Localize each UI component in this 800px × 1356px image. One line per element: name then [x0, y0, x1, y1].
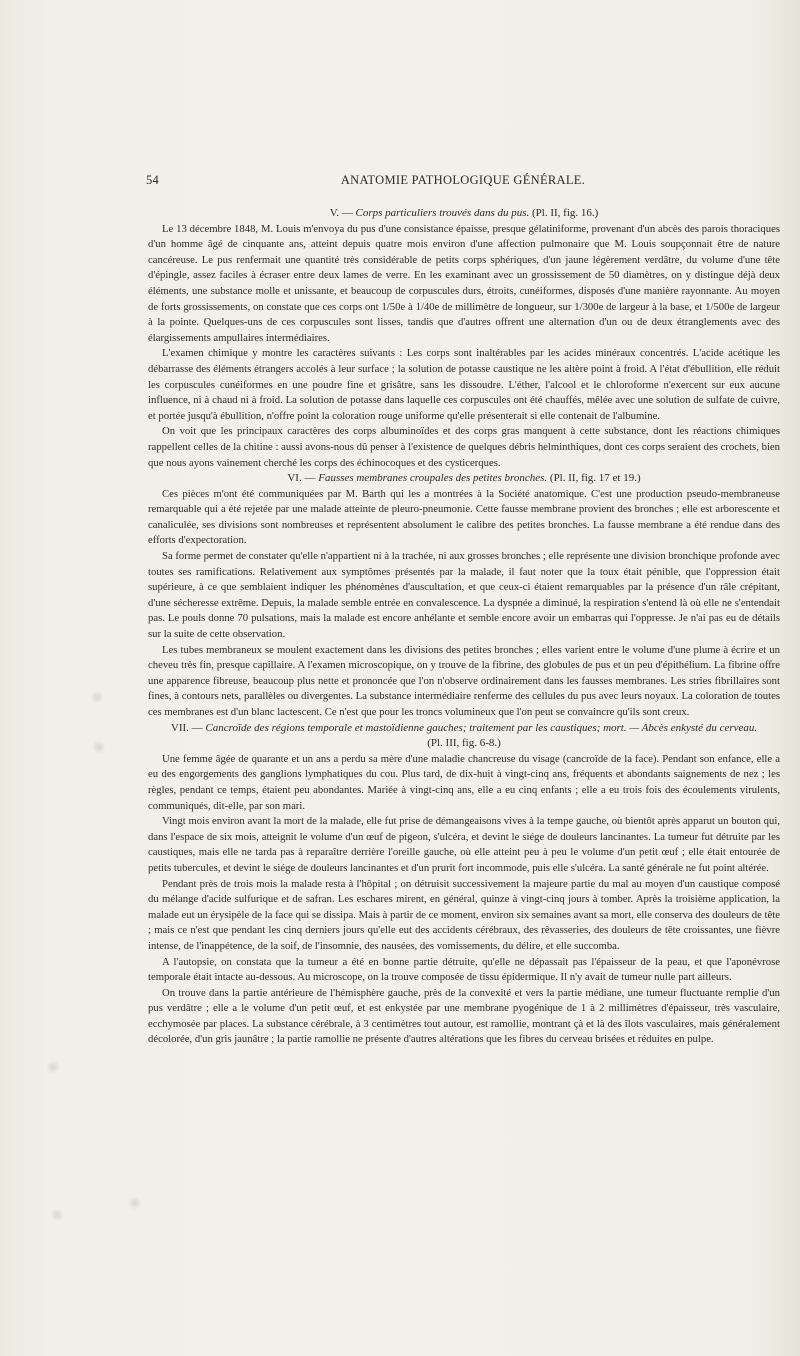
- paragraph: Vingt mois environ avant la mort de la malade, elle fut prise de démangeaisons vives à la tempe gauche, où bientôt après apparut un bouton qui, dans l'espace de six mois, atteignit le volume d'un œuf de pigeon, s'ulcéra, et devint le siége de douleurs lancinantes. La tumeur fut détruite par les caustiques, mais elle ne tarda pas à reparaître derrière l'oreille gauche, où elle atteint peu à peu le volume d'un petit œuf ; elle était entourée de petits tubercules, et devint le siége de douleurs lancinantes et d'un prurit fort incommode, puis elle s'ulcéra. La santé générale ne fut point altérée.: [148, 815, 780, 874]
- paragraph: A l'autopsie, on constata que la tumeur a été en bonne partie détruite, qu'elle ne dépassait pas l'épaisseur de la peau, et que l'aponévrose temporale était intacte au-dessous. Au microscope, on la trouve composée de tissu épidermique. Il n'y avait de tumeur nulle part ailleurs.: [148, 955, 780, 984]
- section-title: Corps particuliers trouvés dans du pus.: [355, 207, 530, 219]
- running-title: ANATOMIE PATHOLOGIQUE GÉNÉRALE.: [340, 173, 586, 187]
- section-title: Cancroïde des régions temporale et mastoïdienne gauches; traitement par les caustiques; mort. — Abcès enkysté du cerveau.: [205, 721, 758, 734]
- paper-stain: [50, 1208, 64, 1222]
- paragraph: On voit que les principaux caractères des corps albuminoïdes et des corps gras manquent à cette substance, dont les réactions chimiques rappellent celles de la chitine : aussi avons-nous dû penser à l'existence de quelques débris helminthiques, dont ces corps seraient des crochets, bien que nous ayons vainement cherché les corps des échinocoques et des cysticerques.: [148, 425, 780, 469]
- page-number: 54: [146, 173, 160, 187]
- paragraph: Ces pièces m'ont été communiquées par M. Barth qui les a montrées à la Société anatomique. C'est une production pseudo-membraneuse remarquable qui a été rejetée par une malade atteinte de pleuro-pneumonie. Cette fausse membrane provient des bronches ; elle est arborescente et canaliculée, ses divisions sont nombreuses et représentent absolument le calibre des petites bronches. La fausse membrane a été rendue dans des efforts d'expectoration.: [148, 487, 780, 547]
- section-numeral: V. —: [329, 207, 353, 219]
- section-numeral: VII. —: [170, 721, 203, 734]
- section-ref: (Pl. II, fig. 17 et 19.): [549, 472, 641, 485]
- section-heading: [148, 721, 780, 752]
- paragraph: Sa forme permet de constater qu'elle n'appartient ni à la trachée, ni aux grosses bronches ; elle représente une division bronchique profonde avec toutes ses ramifications. Relativement aux symptômes présentés par la malade, il faut noter que la toux était pénible, que l'oppression était supérieure, à ce que semblaient indiquer les phénomènes d'auscultation, et que ceux-ci étaient remarquables par la présence d'un râle crépitant, d'une sécheresse extrême. Depuis, la malade semble entrée en convalescence. La dyspnée a diminué, la respiration s'entend là où elle ne s'entendait pas. Le pouls donne 70 pulsations, mais la malade est encore anhélante et semble encore avoir un embarras qui l'oppresse. Je n'ai pas eu de détails sur la suite de cette observation.: [148, 550, 780, 641]
- paragraph: L'examen chimique y montre les caractères suivants : Les corps sont inaltérables par les acides minéraux concentrés. L'acide acétique les débarrasse des éléments étrangers accolés à leur surface ; la solution de potasse caustique ne les altère point à froid. A l'état d'ébullition, elle réduit les corpuscules cunéiformes en une poudre fine et grisâtre, sans les dissoudre. L'éther, l'alcool et le chloroforme n'exercent sur eux aucune influence, ni à chaud ni à froid. La solution de potasse dans laquelle ces corpuscules ont été chauffés, mêlée avec une solution de sulfate de cuivre, et portée jusqu'à ébullition, n'offre point la coloration rouge uniforme qu'elle présenterait si elle contenait de l'albumine.: [148, 347, 780, 422]
- paragraph: Les tubes membraneux se moulent exactement dans les divisions des petites bronches ; elles varient entre le volume d'une plume à écrire et un cheveu très fin, presque capillaire. A l'examen microscopique, on y trouve de la fibrine, des globules de pus et un peu d'épithélium. La fibrine offre une apparence fibreuse, beaucoup plus nette et prononcée que l'on n'observe ordinairement dans les fausses membranes. Les stries fibrillaires sont fines, à contours nets, parallèles ou divergentes. La substance intermédiaire renferme des cellules du pus avec leurs noyaux. La coloration de toutes ces membranes est d'un blanc lactescent. Ce n'est que pour les troncs volumineux que l'on peut se convaincre qu'ils sont creux.: [148, 643, 780, 718]
- section-ref: (Pl. III, fig. 6-8.): [427, 737, 501, 750]
- section-heading: [148, 471, 780, 487]
- paper-stain: [128, 1196, 142, 1210]
- paragraph: Le 13 décembre 1848, M. Louis m'envoya du pus d'une consistance épaisse, presque gélatiniforme, provenant d'un abcès des parois thoraciques d'un homme âgé de cinquante ans, atteint depuis quatre mois environ d'une affection pulmonaire que M. Louis soupçonnait être de nature cancéreuse. Le pus renfermait une quantité très considérable de petits corps sphériques, d'un jaune légèrement verdâtre, du volume d'une tête d'épingle, assez faciles à écraser entre deux lames de verre. En les examinant avec un grossissement de 50 diamètres, on y distingue déjà deux éléments, une substance molle et unissante, et beaucoup de corpuscules durs, étroits, cunéiformes, disposés d'une manière rayonnante. Au moyen de forts grossissements, on constate que ces corps ont 1/50e à 1/40e de millimètre de longueur, sur 1/300e de largeur à la base, et 1/500e de largeur à la pointe. Quelques-uns de ces corpuscules sont lisses, tandis que d'autres offrent une alternation d'un ou de deux étranglements avec des élargissements ampullaires intermédiaires.: [148, 222, 780, 344]
- section-title: Fausses membranes croupales des petites bronches.: [318, 472, 548, 485]
- section-heading: [148, 206, 780, 222]
- paper-stain: [92, 740, 106, 754]
- paragraph: Pendant près de trois mois la malade resta à l'hôpital ; on détruisit successivement la majeure partie du mal au moyen d'un caustique composé du mélange d'acide sulfurique et de safran. Les eschares mirent, en général, quinze à vingt-cinq jours à tomber. Après la troisième application, la malade eut un érysipèle de la face qui se dissipa. Mais à partir de ce moment, environ six semaines avant sa mort, elle conserva des douleurs de tête ; mais ce n'est que pendant les cinq derniers jours qu'elle eut des accidents cérébraux, des rêvasseries, des douleurs de tête croissantes, une fièvre intense, de l'inappétence, de la soif, de l'insomnie, des nausées, des vomissements, du délire, et elle succomba.: [148, 877, 780, 952]
- section-ref: (Pl. II, fig. 16.): [532, 207, 599, 219]
- paragraph: On trouve dans la partie antérieure de l'hémisphère gauche, près de la convexité et vers la partie médiane, une tumeur fluctuante remplie d'un pus verdâtre ; elle a le volume d'un petit œuf, et est enkystée par une membrane pyogénique de 1 à 2 millimètres d'épaisseur, très vasculaire, ecchymosée par places. La substance cérébrale, à 3 centimètres tout autour, est ramollie, montrant çà et là des îlots vasculaires, mais généralement décolorée, d'un gris jaunâtre ; la partie ramollie ne présente d'autres altérations que les fibres du cerveau brisées et réduites en pulpe.: [148, 986, 780, 1046]
- page-body: [148, 206, 780, 1048]
- section-numeral: VI. —: [287, 472, 316, 485]
- paper-stain: [46, 1060, 60, 1074]
- paragraph: Une femme âgée de quarante et un ans a perdu sa mère d'une maladie chancreuse du visage (cancroïde de la face). Pendant son enfance, elle a eu des engorgements des ganglions lymphatiques du cou. Plus tard, de dix-huit à vingt-cinq ans, fréquents et abondants saignements de nez ; les règles, pendant ce temps, étaient peu abondantes. Mariée à vingt-cinq ans, elle a eu cinq enfants ; elle a eu trois fois des écoulements virulents, communiqués, dit-elle, par son mari.: [148, 752, 780, 812]
- paper-stain: [90, 690, 104, 704]
